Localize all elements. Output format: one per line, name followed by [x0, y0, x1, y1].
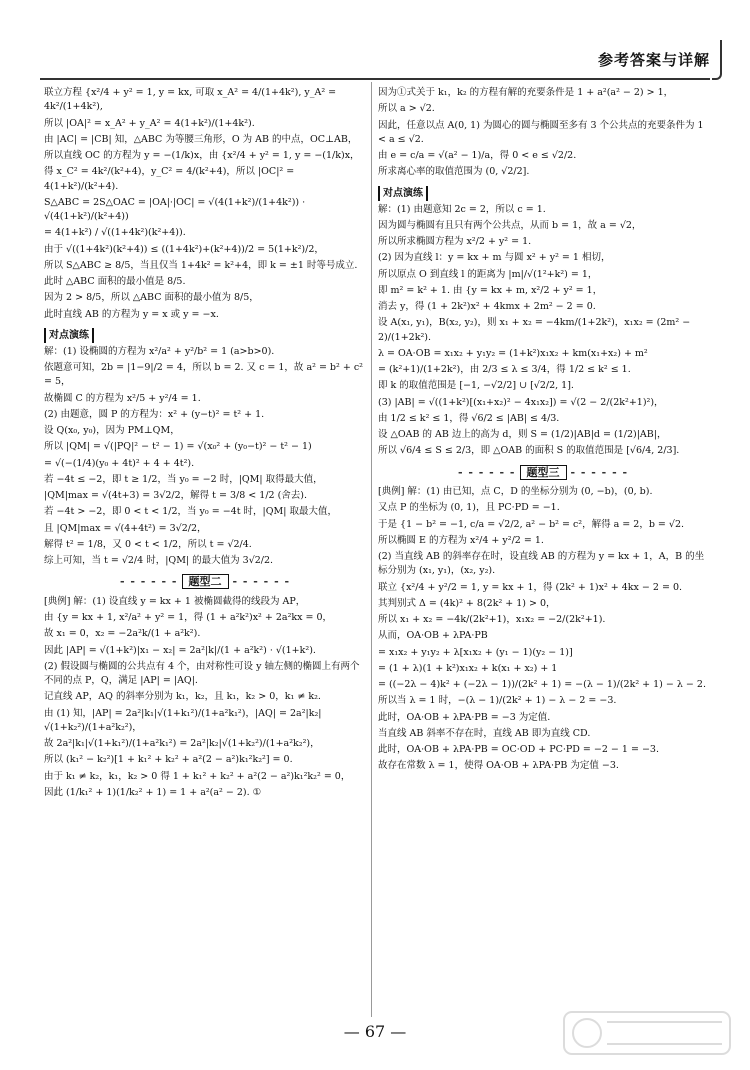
solution-line: 解：(1) 设椭圆的方程为 x²/a² + y²/b² = 1 (a>b>0).: [44, 345, 275, 357]
solution-line: = √(−(1/4)(y₀ + 4t)² + 4 + 4t²).: [44, 457, 195, 469]
solution-line: 即 k 的取值范围是 [−1, −√2/2] ∪ [√2/2, 1].: [378, 380, 574, 392]
solution-line: 此时直线 AB 的方程为 y = x 或 y = −x.: [44, 308, 219, 320]
solution-line: 因为 2 > 8/5，所以 △ABC 面积的最小值为 8/5，: [44, 292, 259, 304]
section-label: 对点演练: [378, 186, 428, 201]
solution-line: (3) |AB| = √((1+k²)[(x₁+x₂)² − 4x₁x₂]) = √(2 − 2/(2k²+1)²)，: [378, 396, 664, 408]
solution-line: 所以 √6/4 ≤ S ≤ 2/3，即 △OAB 的面积 S 的取值范围是 [√6/4, 2/3].: [378, 445, 680, 457]
question-type-label: 题型三: [520, 465, 567, 480]
solution-line: 联立 {x²/4 + y²/2 = 1, y = kx + 1，得 (2k² + 1)x² + 4kx − 2 = 0.: [378, 581, 683, 593]
solution-line: 所以原点 O 到直线 l 的距离为 |m|/√(1²+k²) = 1，: [378, 268, 598, 280]
dash-decoration: - - - - - -: [570, 465, 629, 479]
solution-line: 若 −4t > −2，即 0 < t < 1/2，当 y₀ = −4t 时，|QM| 取最大值，: [44, 506, 337, 518]
solution-line: [典例] 解：(1) 设直线 y = kx + 1 被椭圆截得的线段为 AP，: [44, 595, 306, 607]
solution-line: 故 2a²|k₁|√(1+k₁²)/(1+a²k₁²) = 2a²|k₂|√(1+k₂²)/(1+a²k₂²)，: [44, 738, 320, 749]
solution-line: = (1 + λ)(1 + k²)x₁x₂ + k(x₁ + x₂) + 1: [378, 662, 558, 674]
watermark-logo: [562, 1010, 732, 1056]
solution-line: 所以 a > √2.: [378, 103, 435, 115]
solution-line: (2) 假设圆与椭圆的公共点有 4 个，由对称性可设 y 轴左侧的椭圆上有两个不同的点 P，Q，满足 |AP| = |AQ|.: [44, 660, 360, 686]
solution-line: = x₁x₂ + y₁y₂ + λ[x₁x₂ + (y₁ − 1)(y₂ − 1)]: [378, 646, 573, 658]
solution-line: 由 e = c/a = √(a² − 1)/a，得 0 < e ≤ √2/2.: [378, 150, 577, 161]
solution-line: 因此 |AP| = √(1+k²)|x₁ − x₂| = 2a²|k|/(1 + a²k²) · √(1+k²).: [44, 644, 316, 656]
solution-line: S△ABC = 2S△OAC = |OA|·|OC| = √(4(1+k²)/(1+4k²)) · √(4(1+k²)/(k²+4)): [44, 196, 306, 222]
solution-line: 由于 k₁ ≠ k₂，k₁，k₂ > 0 得 1 + k₁² + k₂² + a²(2 − a²)k₁²k₂² = 0，: [44, 770, 351, 782]
solution-line: 因为圆与椭圆有且只有两个公共点，从而 b = 1，故 a = √2，: [378, 219, 642, 231]
header-rule: [40, 78, 710, 80]
solution-line: 所以 S△ABC ≥ 8/5，当且仅当 1+4k² = k²+4，即 k = ±1 时等号成立.: [44, 259, 358, 271]
solution-line: λ = OA·OB = x₁x₂ + y₁y₂ = (1+k²)x₁x₂ + km(x₁+x₂) + m²: [378, 347, 648, 359]
solution-line: 由于 √((1+4k²)(k²+4)) ≤ ((1+4k²)+(k²+4))/2 = 5(1+k²)/2，: [44, 243, 324, 255]
solution-line: 故存在常数 λ = 1，使得 OA·OB + λPA·PB 为定值 −3.: [378, 760, 619, 772]
dash-decoration: - - - - - -: [232, 575, 291, 589]
solution-line: = ((−2λ − 4)k² + (−2λ − 1))/(2k² + 1) = −(λ − 1)/(2k² + 1) − λ − 2.: [378, 679, 706, 690]
solution-line: 所以直线 OC 的方程为 y = −(1/k)x，由 {x²/4 + y² = 1, y = −(1/k)x，: [44, 150, 360, 161]
solution-line: 所以椭圆 E 的方程为 x²/4 + y²/2 = 1.: [378, 534, 544, 546]
solution-line: 设 Q(x₀, y₀)，因为 PM⊥QM，: [44, 425, 180, 436]
solution-line: 即 m² = k² + 1. 由 {y = kx + m, x²/2 + y² = 1，: [378, 284, 603, 296]
solution-line: 解：(1) 由题意知 2c = 2，所以 c = 1.: [378, 203, 546, 215]
solution-line: 又点 P 的坐标为 (0, 1)，且 PC·PD = −1.: [378, 502, 560, 514]
solution-line: 从而，OA·OB + λPA·PB: [378, 630, 488, 642]
solution-line: 消去 y，得 (1 + 2k²)x² + 4kmx + 2m² − 2 = 0.: [378, 301, 596, 312]
solution-line: (2) 由题意，圆 P 的方程为：x² + (y−t)² = t² + 1.: [44, 408, 265, 420]
dash-decoration: - - - - - -: [457, 465, 516, 479]
solution-line: 所以所求椭圆方程为 x²/2 + y² = 1.: [378, 236, 532, 247]
solution-line: 由 1/2 ≤ k² ≤ 1，得 √6/2 ≤ |AB| ≤ 4/3.: [378, 412, 560, 424]
solution-line: 此时 △ABC 面积的最小值是 8/5.: [44, 276, 186, 287]
solution-line: = 4(1+k²) / √((1+4k²)(k²+4)).: [44, 227, 186, 239]
question-type-label: 题型二: [182, 574, 229, 589]
solution-line: 由 |AC| = |CB| 知，△ABC 为等腰三角形，O 为 AB 的中点，OC⊥AB，: [44, 133, 358, 145]
section-heading: [378, 182, 708, 203]
solution-line: 其判别式 Δ = (4k)² + 8(2k² + 1) > 0，: [378, 597, 556, 609]
solution-line: 所求离心率的取值范围为 (0, √2/2].: [378, 166, 530, 178]
solution-line: 记直线 AP，AQ 的斜率分别为 k₁，k₂，且 k₁，k₂ > 0，k₁ ≠ k₂.: [44, 691, 321, 703]
solution-line: [典例] 解：(1) 由已知，点 C，D 的坐标分别为 (0, −b)，(0, b).: [378, 486, 653, 497]
section-heading: [44, 324, 366, 345]
solution-line: 解得 t² = 1/8，又 0 < t < 1/2，所以 t = √2/4.: [44, 538, 252, 550]
solution-line: 所以当 λ = 1 时，−(λ − 1)/(2k² + 1) − λ − 2 = −3.: [378, 695, 617, 707]
header-bracket-decoration: [712, 40, 722, 80]
question-type-heading: [378, 465, 708, 482]
solution-line: 所以 |QM| = √(|PQ|² − t² − 1) = √(x₀² + (y₀−t)² − t² − 1): [44, 441, 312, 453]
solution-line: 设 A(x₁, y₁)，B(x₂, y₂)，则 x₁ + x₂ = −4km/(1+2k²)，x₁x₂ = (2m² − 2)/(1+2k²).: [378, 317, 691, 343]
dash-decoration: - - - - - -: [119, 575, 178, 589]
solution-line: 故椭圆 C 的方程为 x²/5 + y²/4 = 1.: [44, 392, 201, 404]
solution-line: 得 x_C² = 4k²/(k²+4)，y_C² = 4/(k²+4)，所以 |OC|² = 4(1+k²)/(k²+4).: [44, 166, 295, 192]
right-column: [378, 86, 708, 776]
question-type-heading: [44, 574, 366, 591]
column-divider: [371, 82, 372, 1017]
solution-line: 由 (1) 知，|AP| = 2a²|k₁|√(1+k₁²)/(1+a²k₁²)，|AQ| = 2a²|k₂|√(1+k₂²)/(1+a²k₂²)，: [44, 707, 322, 733]
page-header: [598, 44, 710, 74]
solution-line: |QM|max = √(4t+3) = 3√2/2，解得 t = 3/8 < 1/2 (舍去).: [44, 490, 308, 501]
section-label: 对点演练: [44, 328, 94, 343]
solution-line: 于是 {1 − b² = −1, c/a = √2/2, a² − b² = c²，解得 a = 2，b = √2.: [378, 518, 685, 530]
solution-line: 故 x₁ = 0，x₂ = −2a²k/(1 + a²k²).: [44, 628, 201, 640]
solution-line: 综上可知，当 t = √2/4 时，|QM| 的最大值为 3√2/2.: [44, 555, 274, 566]
solution-line: 所以 |OA|² = x_A² + y_A² = 4(1+k²)/(1+4k²).: [44, 117, 255, 129]
solution-line: 且 |QM|max = √(4+4t²) = 3√2/2，: [44, 522, 207, 534]
solution-line: 由 {y = kx + 1, x²/a² + y² = 1，得 (1 + a²k²)x² + 2a²kx = 0，: [44, 612, 333, 623]
solution-line: (2) 因为直线 l：y = kx + m 与圆 x² + y² = 1 相切，: [378, 252, 611, 264]
solution-line: (2) 当直线 AB 的斜率存在时，设直线 AB 的方程为 y = kx + 1，A，B 的坐标分别为 (x₁, y₁)，(x₂, y₂).: [378, 551, 705, 577]
solution-line: 当直线 AB 斜率不存在时，直线 AB 即为直线 CD.: [378, 727, 591, 739]
solution-line: 所以 (k₁² − k₂²)[1 + k₁² + k₂² + a²(2 − a²)k₁²k₂²] = 0.: [44, 754, 293, 766]
solution-line: 所以 x₁ + x₂ = −4k/(2k²+1)，x₁x₂ = −2/(2k²+1).: [378, 614, 606, 625]
solution-line: 若 −4t ≤ −2，即 t ≥ 1/2，当 y₀ = −2 时，|QM| 取得最大值，: [44, 473, 323, 485]
solution-line: 此时，OA·OB + λPA·PB = OC·OD + PC·PD = −2 − 1 = −3.: [378, 744, 659, 755]
solution-line: 此时，OA·OB + λPA·PB = −3 为定值.: [378, 711, 551, 723]
left-column: [44, 86, 366, 802]
solution-line: = (k²+1)/(1+2k²)，由 2/3 ≤ λ ≤ 3/4，得 1/2 ≤ k² ≤ 1.: [378, 364, 631, 375]
solution-line: 因此 (1/k₁² + 1)(1/k₂² + 1) = 1 + a²(a² − 2). ①: [44, 786, 262, 798]
solution-line: 联立方程 {x²/4 + y² = 1, y = kx, 可取 x_A² = 4/(1+4k²), y_A² = 4k²/(1+4k²),: [44, 87, 337, 113]
header-title: 参考答案与详解: [597, 50, 710, 69]
solution-line: 依题意可知，2b = |1−9|/2 = 4，所以 b = 2. 又 c = 1，故 a² = b² + c² = 5，: [44, 362, 363, 388]
page-number: — 67 —: [343, 1022, 407, 1041]
solution-line: 设 △OAB 的 AB 边上的高为 d，则 S = (1/2)|AB|d = (1/2)|AB|，: [378, 429, 667, 440]
solution-line: 因此，任意以点 A(0, 1) 为圆心的圆与椭圆至多有 3 个公共点的充要条件为 1 < a ≤ √2.: [378, 119, 704, 145]
solution-line: 因为①式关于 k₁，k₂ 的方程有解的充要条件是 1 + a²(a² − 2) > 1，: [378, 87, 674, 98]
